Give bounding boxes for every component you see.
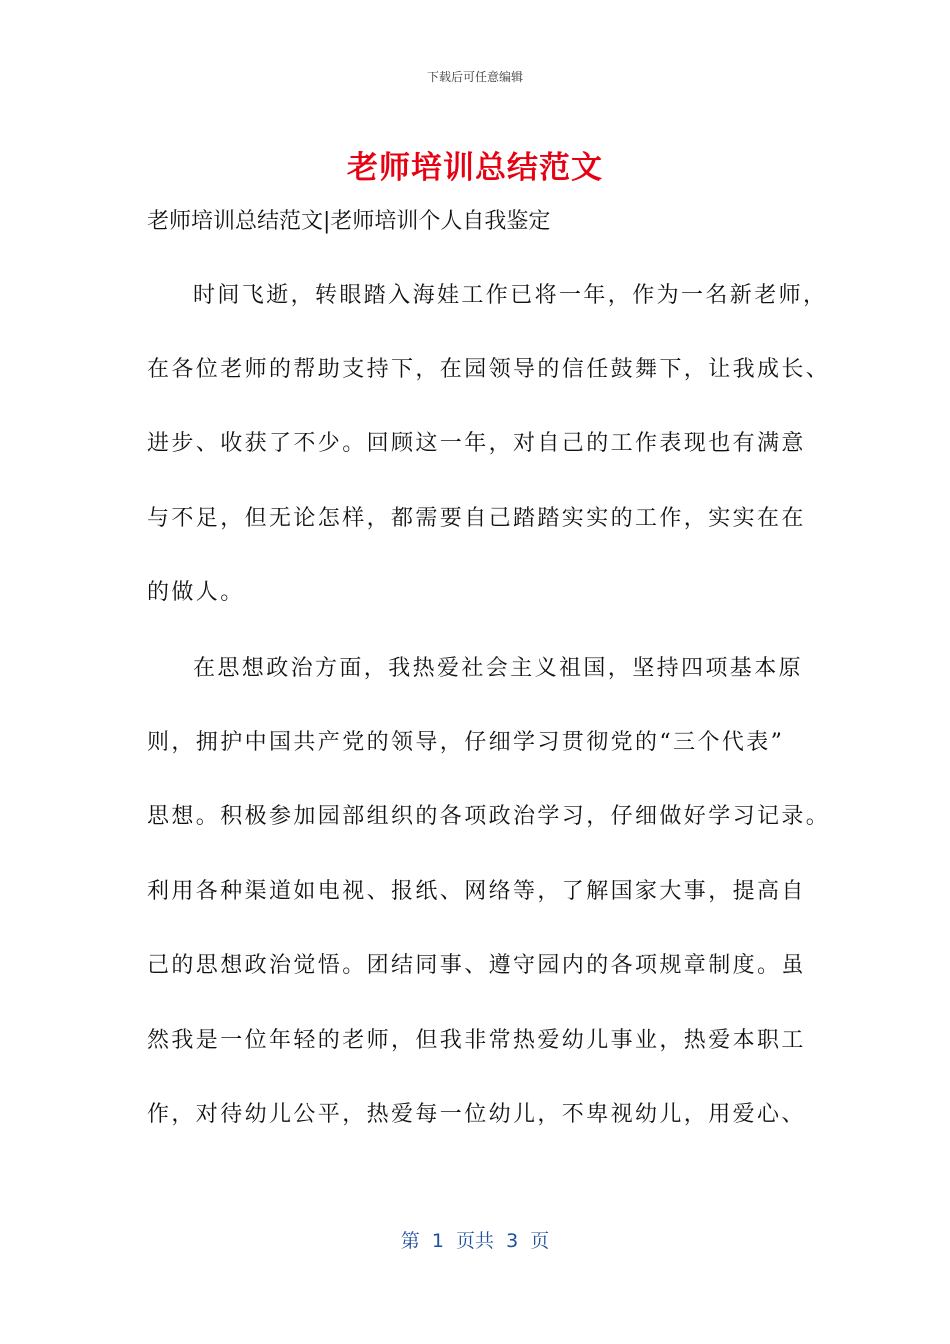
header-note: 下载后可任意编辑 <box>426 70 523 84</box>
paragraph-line: 与不足，但无论怎样，都需要自己踏踏实实的工作，实实在在 <box>147 506 806 531</box>
paragraph-line: 则，拥护中国共产党的领导，仔细学习贯彻党的“三个代表” <box>147 730 785 755</box>
paragraph-line: 在思想政治方面，我热爱社会主义祖国，坚持四项基本原 <box>193 656 804 681</box>
paragraph-line: 思想。积极参加园部组织的各项政治学习，仔细做好学习记录。 <box>147 804 831 829</box>
paragraph-line: 己的思想政治觉悟。团结同事、遵守园内的各项规章制度。虽 <box>147 953 806 978</box>
paragraph-line: 作，对待幼儿公平，热爱每一位幼儿，不卑视幼儿，用爱心、 <box>147 1102 806 1127</box>
document-subtitle: 老师培训总结范文|老师培训个人自我鉴定 <box>147 209 551 234</box>
page-footer: 第 1 页共 3 页 <box>400 1230 550 1252</box>
paragraph-line: 在各位老师的帮助支持下，在园领导的信任鼓舞下，让我成长、 <box>147 357 831 382</box>
paragraph-line: 时间飞逝，转眼踏入海娃工作已将一年，作为一名新老师， <box>193 283 828 308</box>
paragraph-line: 的做人。 <box>147 580 245 605</box>
paragraph-line: 然我是一位年轻的老师，但我非常热爱幼儿事业，热爱本职工 <box>147 1028 806 1053</box>
paragraph-line: 进步、收获了不少。回顾这一年，对自己的工作表现也有满意 <box>147 431 806 456</box>
document-title: 老师培训总结范文 <box>347 150 603 186</box>
paragraph-line: 利用各种渠道如电视、报纸、网络等，了解国家大事，提高自 <box>147 879 806 904</box>
